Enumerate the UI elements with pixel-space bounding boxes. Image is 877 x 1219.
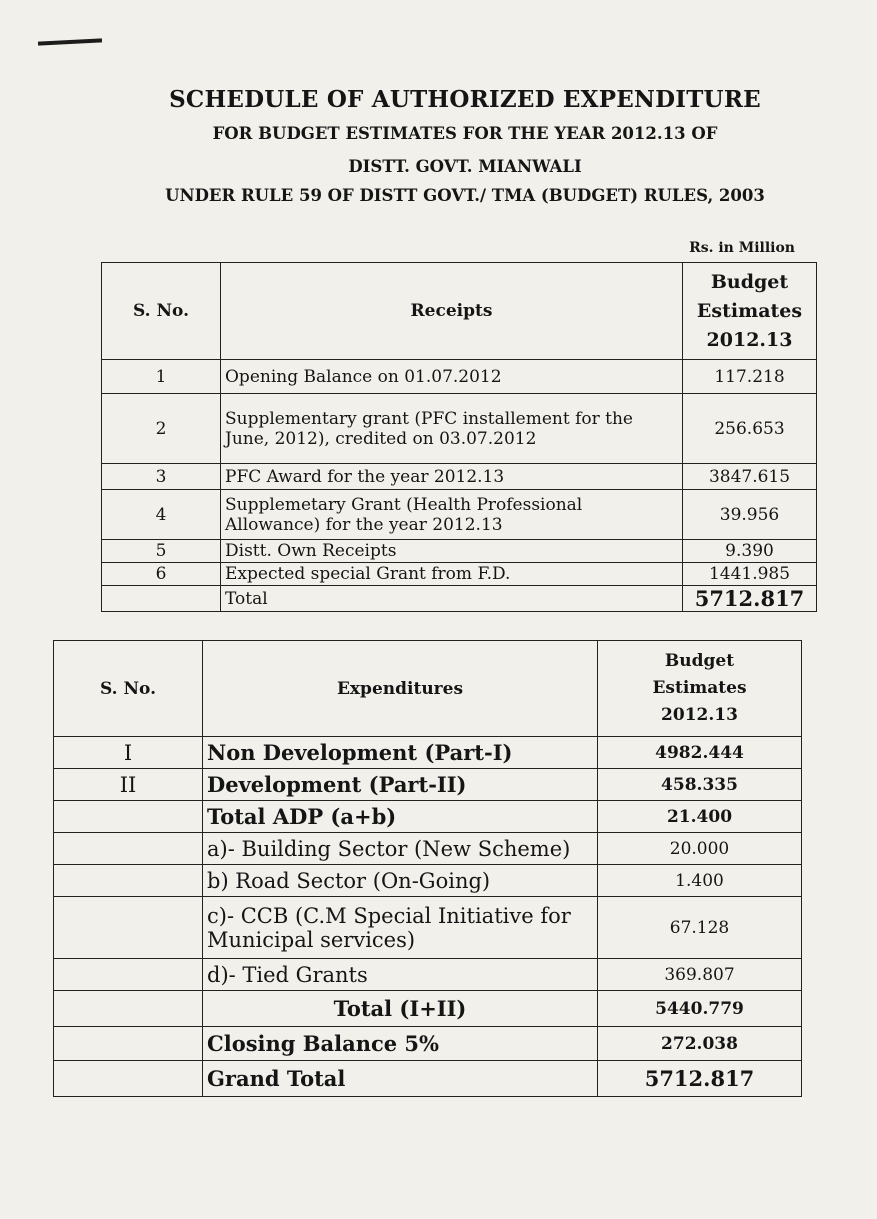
receipts-table [101, 262, 817, 612]
table-row: a)- Building Sector (New Scheme) 20.000 [54, 833, 802, 865]
table-row: I Non Development (Part-I) 4982.444 [54, 737, 802, 769]
table-row: c)- CCB (C.M Special Initiative for Municipal services) 67.128 [54, 897, 802, 959]
table-row: 4 Supplemetary Grant (Health Professional Allowance) for the year 2012.13 39.956 [102, 490, 817, 540]
subtitle-district: DISTT. GOVT. MIANWALI [348, 157, 582, 176]
total-label: Total [221, 586, 683, 612]
table-row: 1 Opening Balance on 01.07.2012 117.218 [102, 360, 817, 394]
subtitle-rule: UNDER RULE 59 OF DISTT GOVT./ TMA (BUDGET) RULES, 2003 [165, 186, 765, 205]
document-title: SCHEDULE OF AUTHORIZED EXPENDITURE [169, 86, 761, 113]
receipts-header-row [102, 263, 817, 360]
receipts-header: Receipts [221, 263, 683, 360]
table-row: 6 Expected special Grant from F.D. 1441.985 [102, 563, 817, 586]
grand-total-row: Grand Total 5712.817 [54, 1061, 802, 1097]
table-row: b) Road Sector (On-Going) 1.400 [54, 865, 802, 897]
expenditures-header-row [54, 641, 802, 737]
table-row: II Development (Part-II) 458.335 [54, 769, 802, 801]
unit-label: Rs. in Million [689, 240, 795, 256]
budget-header: Budget Estimates 2012.13 [683, 263, 817, 360]
sno-header: S. No. [54, 641, 203, 737]
budget-header: Budget Estimates 2012.13 [598, 641, 802, 737]
table-row: 3 PFC Award for the year 2012.13 3847.615 [102, 464, 817, 490]
subtitle-year: FOR BUDGET ESTIMATES FOR THE YEAR 2012.13 OF [212, 124, 718, 143]
expenditures-table [53, 640, 802, 1097]
sno-header: S. No. [102, 263, 221, 360]
closing-balance-row: Closing Balance 5% 272.038 [54, 1027, 802, 1061]
total-i-ii-row: Total (I+II) 5440.779 [54, 991, 802, 1027]
table-row: 5 Distt. Own Receipts 9.390 [102, 540, 817, 563]
receipts-total-row [102, 586, 817, 612]
expenditures-header: Expenditures [203, 641, 598, 737]
table-row: Total ADP (a+b) 21.400 [54, 801, 802, 833]
pen-mark [38, 38, 102, 45]
table-row: d)- Tied Grants 369.807 [54, 959, 802, 991]
table-row: 2 Supplementary grant (PFC installement for the June, 2012), credited on 03.07.2012 256.653 [102, 394, 817, 464]
total-amount: 5712.817 [683, 586, 817, 612]
